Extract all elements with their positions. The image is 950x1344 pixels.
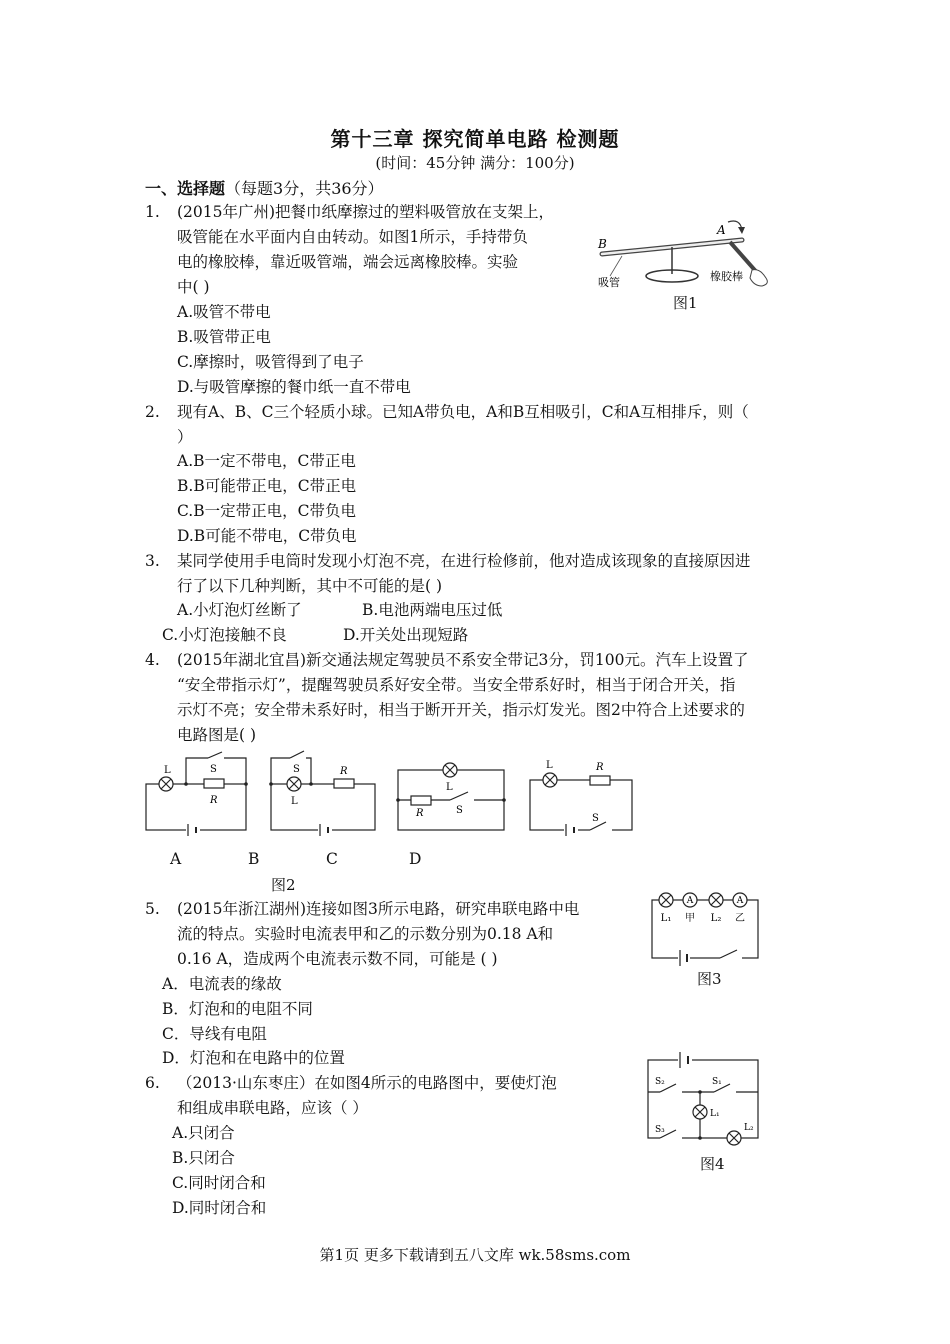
fig2-a-lamp: L bbox=[164, 765, 171, 776]
q3-option: C.小灯泡接触不良 bbox=[162, 626, 287, 644]
q6-option: A.只闭合 bbox=[172, 1124, 235, 1142]
q2-option: D.B可能不带电，C带负电 bbox=[177, 527, 357, 545]
fig2-d-resistor: R bbox=[596, 762, 604, 773]
q6-line: （2013·山东枣庄）在如图4所示的电路图中，要使灯泡 bbox=[177, 1074, 557, 1092]
section-label: 一、选择题 bbox=[145, 179, 226, 198]
q3-line: 行了以下几种判断，其中不可能的是( ) bbox=[177, 577, 443, 595]
fig1-label-a: A bbox=[717, 223, 726, 237]
fig2-choice: D bbox=[409, 850, 422, 868]
q5-line: 0.16 A，造成两个电流表示数不同，可能是 ( ) bbox=[177, 950, 498, 968]
fig4-l1-label: L₁ bbox=[710, 1109, 720, 1119]
fig2-a-switch: S bbox=[210, 764, 217, 775]
fig2-b-switch: S bbox=[293, 764, 300, 775]
fig2-d-switch: S bbox=[592, 813, 599, 824]
q4-line: “安全带指示灯”，提醒驾驶员系好安全带。当安全带系好时，相当于闭合开关，指 bbox=[177, 676, 736, 694]
fig2-c-switch: S bbox=[456, 805, 463, 816]
q3-option: A.小灯泡灯丝断了 bbox=[177, 601, 302, 619]
q4-number: 4. bbox=[145, 651, 160, 669]
q2-option: B.B可能带正电，C带正电 bbox=[177, 477, 357, 495]
figure-3-caption: 图3 bbox=[697, 970, 722, 988]
figure-1-straw-diagram bbox=[592, 212, 782, 292]
q1-line: 吸管能在水平面内自由转动。如图1所示，手持带负 bbox=[177, 228, 528, 246]
q6-option: B.只闭合 bbox=[172, 1149, 235, 1167]
q6-line: 和组成串联电路，应该（ ） bbox=[177, 1099, 368, 1117]
q1-line: 电的橡胶棒，靠近吸管端，端会远离橡胶棒。实验 bbox=[177, 253, 519, 271]
q1-option: D.与吸管摩擦的餐巾纸一直不带电 bbox=[177, 378, 411, 396]
q3-option: D.开关处出现短路 bbox=[343, 626, 469, 644]
q4-line: 示灯不亮；安全带未系好时，相当于断开开关，指示灯发光。图2中符合上述要求的 bbox=[177, 701, 745, 719]
fig2-c-lamp: L bbox=[446, 782, 453, 793]
fig2-a-resistor: R bbox=[210, 795, 218, 806]
page-title: 第十三章 探究简单电路 检测题 bbox=[330, 127, 620, 151]
q3-number: 3. bbox=[145, 552, 160, 570]
fig3-jia-label: 甲 bbox=[685, 913, 695, 924]
fig2-b-lamp: L bbox=[291, 796, 298, 807]
q4-line: 电路图是( ) bbox=[177, 726, 257, 744]
figure-2-circuits bbox=[138, 748, 643, 838]
q5-option: C．导线有电阻 bbox=[162, 1025, 267, 1043]
figure-4-caption: 图4 bbox=[700, 1155, 725, 1173]
q4-line: (2015年湖北宜昌)新交通法规定驾驶员不系安全带记3分，罚100元。汽车上设置了 bbox=[177, 651, 749, 669]
q5-option: A．电流表的缘故 bbox=[162, 975, 282, 993]
q1-option: C.摩擦时，吸管得到了电子 bbox=[177, 353, 364, 371]
q5-option: B．灯泡和的电阻不同 bbox=[162, 1000, 313, 1018]
q2-line: 现有A、B、C三个轻质小球。已知A带负电，A和B互相吸引，C和A互相排斥，则（ bbox=[177, 403, 749, 421]
fig2-choice: C bbox=[326, 850, 338, 868]
fig2-d-lamp: L bbox=[546, 760, 553, 771]
q3-option: B.电池两端电压过低 bbox=[362, 601, 503, 619]
q5-option: D．灯泡和在电路中的位置 bbox=[162, 1049, 345, 1067]
q5-line: (2015年浙江湖州)连接如图3所示电路，研究串联电路中电 bbox=[177, 900, 580, 918]
fig4-l2-label: L₂ bbox=[744, 1123, 754, 1133]
fig1-label-b: B bbox=[598, 237, 607, 251]
fig3-l1-label: L₁ bbox=[660, 913, 672, 924]
section-note: （每题3分，共36分） bbox=[225, 179, 384, 198]
q6-option: D.同时闭合和 bbox=[172, 1199, 267, 1217]
q1-line: 中( ) bbox=[177, 278, 210, 296]
fig2-choice: B bbox=[248, 850, 260, 868]
figure-4-circuit bbox=[642, 1046, 772, 1146]
figure-2-caption: 图2 bbox=[271, 876, 296, 894]
fig3-meter-yi: A bbox=[736, 896, 744, 906]
fig3-yi-label: 乙 bbox=[735, 913, 745, 924]
q2-option: A.B一定不带电，C带正电 bbox=[177, 452, 356, 470]
section-heading bbox=[145, 176, 384, 199]
q1-option: B.吸管带正电 bbox=[177, 328, 271, 346]
fig3-l2-label: L₂ bbox=[710, 913, 722, 924]
q5-number: 5. bbox=[145, 900, 160, 918]
figure-3-series-circuit bbox=[642, 886, 772, 970]
q2-option: C.B一定带正电，C带负电 bbox=[177, 502, 356, 520]
fig4-s2-label: S₂ bbox=[655, 1077, 665, 1087]
q6-number: 6. bbox=[145, 1074, 160, 1092]
q5-line: 流的特点。实验时电流表甲和乙的示数分别为0.18 A和 bbox=[177, 925, 554, 943]
fig4-s3-label: S₃ bbox=[655, 1125, 665, 1135]
exam-info: (时间：45分钟 满分：100分) bbox=[375, 154, 575, 172]
q3-line: 某同学使用手电筒时发现小灯泡不亮，在进行检修前，他对造成该现象的直接原因进 bbox=[177, 552, 751, 570]
fig1-rod-label: 橡胶棒 bbox=[710, 270, 743, 283]
fig2-b-resistor: R bbox=[340, 766, 348, 777]
fig2-choice: A bbox=[170, 850, 182, 868]
page-footer: 第1页 更多下载请到五八文库 wk.58sms.com bbox=[319, 1246, 631, 1264]
q6-option: C.同时闭合和 bbox=[172, 1174, 266, 1192]
fig3-meter-jia: A bbox=[686, 896, 694, 906]
q2-number: 2. bbox=[145, 403, 160, 421]
q1-line: (2015年广州)把餐巾纸摩擦过的塑料吸管放在支架上， bbox=[177, 203, 555, 221]
q1-number: 1. bbox=[145, 203, 160, 221]
fig4-s1-label: S₁ bbox=[712, 1077, 722, 1087]
figure-1-caption: 图1 bbox=[673, 294, 698, 312]
q2-line: ） bbox=[177, 428, 193, 446]
q1-option: A.吸管不带电 bbox=[177, 303, 271, 321]
fig1-straw-label: 吸管 bbox=[598, 276, 620, 289]
fig2-c-resistor: R bbox=[416, 808, 424, 819]
